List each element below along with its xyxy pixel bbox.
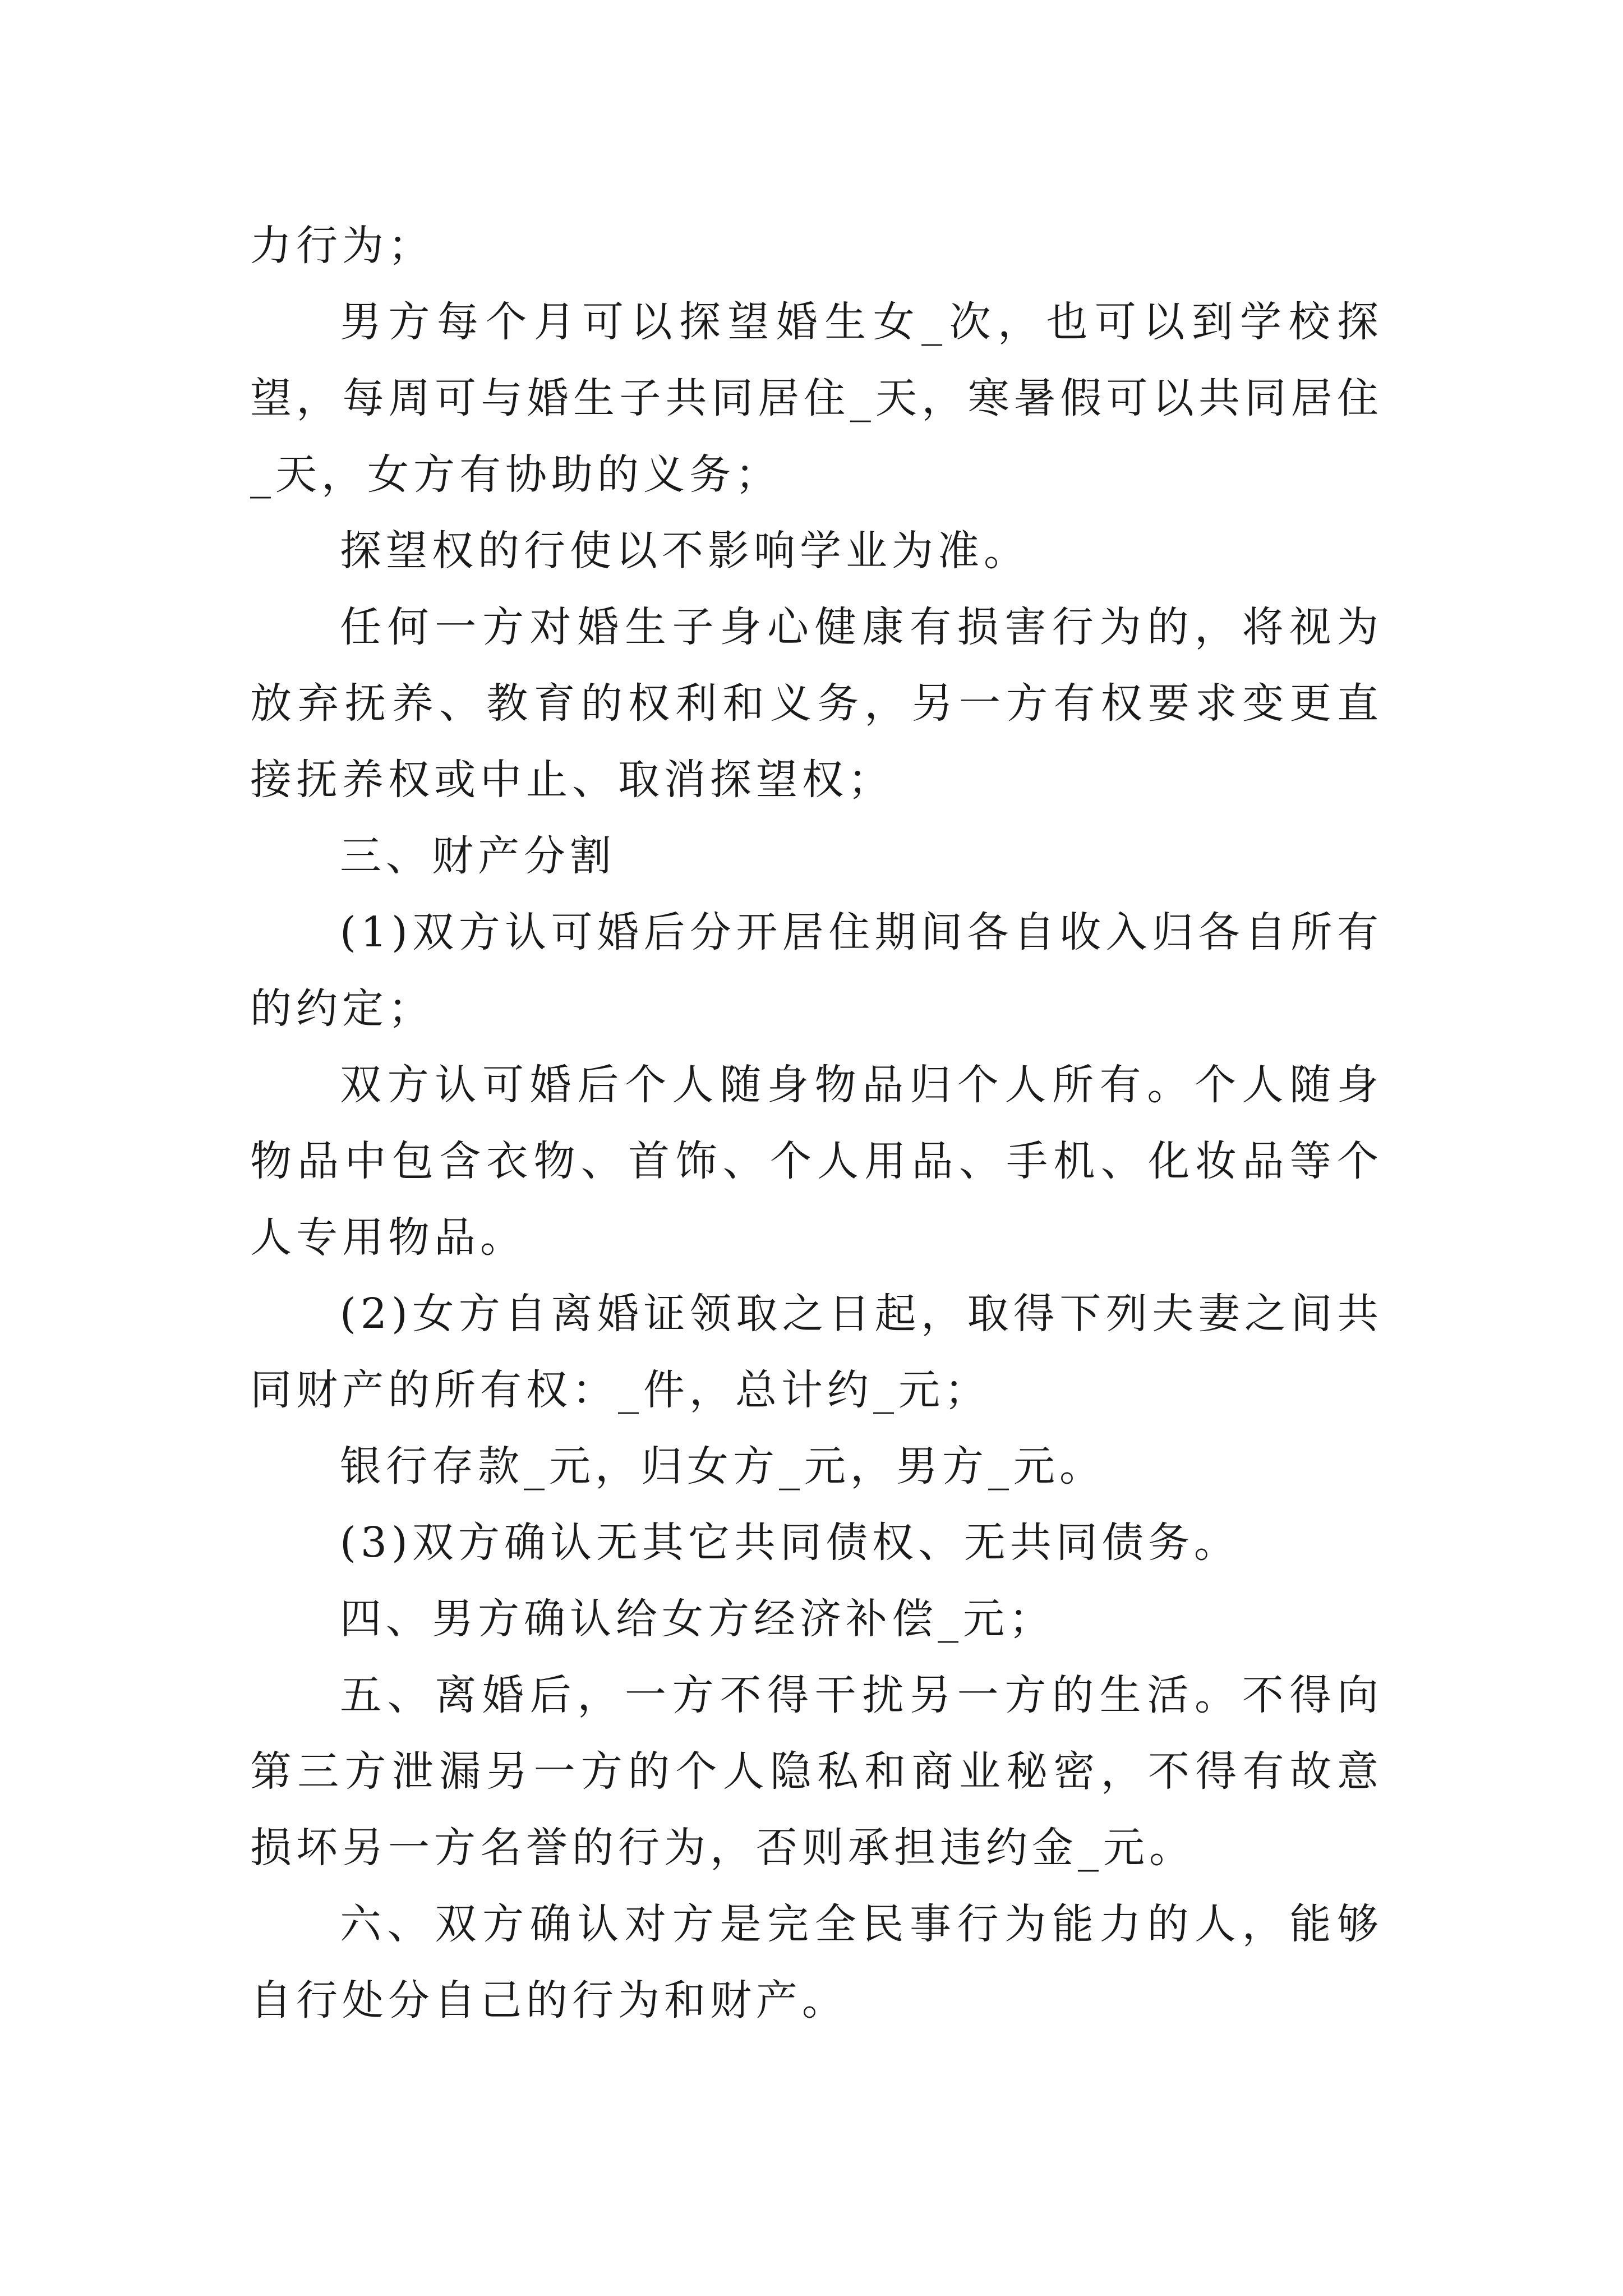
paragraph-harm-clause: 任何一方对婚生子身心健康有损害行为的，将视为放弃抚养、教育的权利和义务，另一方有权要求变更直接抚养权或中止、取消探望权； xyxy=(250,603,1383,804)
section-non-interference: 五、离婚后，一方不得干扰另一方的生活。不得向第三方泄漏另一方的个人隐私和商业秘密，不得有故意损坏另一方名誉的行为，否则承担违约金_元。 xyxy=(250,1671,1383,1872)
document-body xyxy=(250,208,1383,2039)
paragraph-property-3: (3)双方确认无其它共同债权、无共同债务。 xyxy=(340,1519,1240,1567)
paragraph-continuation: 力行为； xyxy=(250,222,434,270)
paragraph-property-1: (1)双方认可婚后分开居住期间各自收入归各自所有的约定； xyxy=(250,908,1383,1033)
section-capacity-confirmation: 六、双方确认对方是完全民事行为能力的人，能够自行处分自己的行为和财产。 xyxy=(250,1900,1383,2024)
paragraph-visitation-schedule: 男方每个月可以探望婚生女_次，也可以到学校探望，每周可与婚生子共同居住_天，寒暑假可以共同居住_天，女方有协助的义务； xyxy=(250,298,1383,499)
paragraph-personal-items: 双方认可婚后个人随身物品归个人所有。个人随身物品中包含衣物、首饰、个人用品、手机、化妆品等个人专用物品。 xyxy=(250,1061,1383,1262)
paragraph-visitation-condition: 探望权的行使以不影响学业为准。 xyxy=(340,527,1030,575)
paragraph-bank-deposit: 银行存款_元，归女方_元，男方_元。 xyxy=(340,1442,1105,1490)
paragraph-property-2: (2)女方自离婚证领取之日起，取得下列夫妻之间共同财产的所有权：_件，总计约_元； xyxy=(250,1290,1383,1414)
section-heading-compensation: 四、男方确认给女方经济补偿_元； xyxy=(340,1595,1055,1643)
section-heading-property: 三、财产分割 xyxy=(340,832,616,880)
